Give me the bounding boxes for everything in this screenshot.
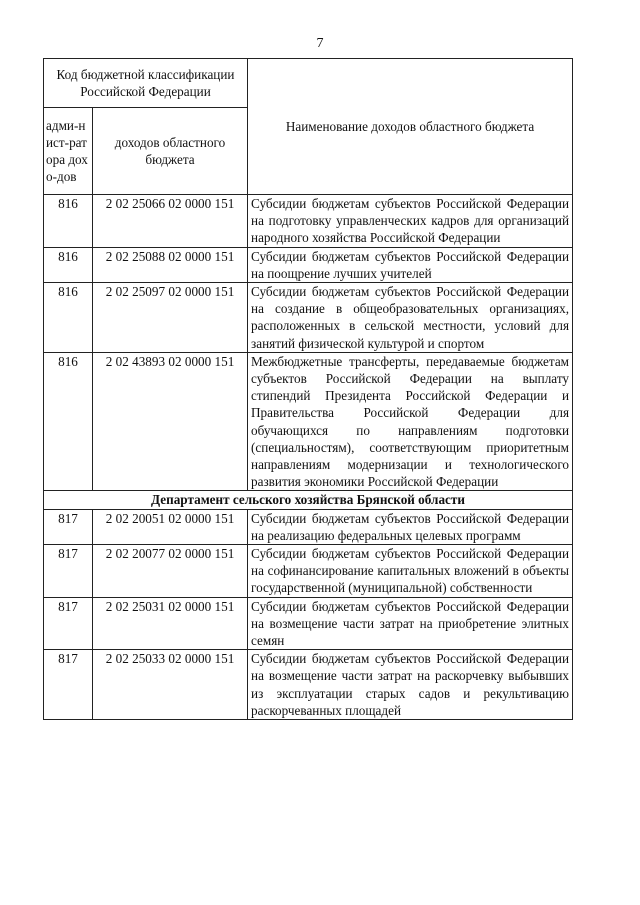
- income-code: 2 02 25097 02 0000 151: [93, 283, 248, 353]
- income-name: Субсидии бюджетам субъектов Российской Федерации на софинансирование капитальных вложений в объекты государственной (муниципальной) собственности: [248, 545, 573, 598]
- admin-code: 816: [44, 352, 93, 491]
- table-row: [44, 195, 573, 248]
- admin-code: 816: [44, 195, 93, 248]
- income-name: Субсидии бюджетам субъектов Российской Федерации на возмещение части затрат на приобретение элитных семян: [248, 597, 573, 650]
- income-name: Субсидии бюджетам субъектов Российской Федерации на подготовку управленческих кадров для организаций народного хозяйства Российской Федерации: [248, 195, 573, 248]
- income-name: Субсидии бюджетам субъектов Российской Федерации на поощрение лучших учителей: [248, 247, 573, 282]
- income-name: Межбюджетные трансферты, передаваемые бюджетам субъектов Российской Федерации на выплату стипендий Президента Российской Федерации и Правительства Российской Федерации для обучающихся по направлениям подготовки (специальностям), соответствующим приоритетным направлениям модернизации и технологического развития экономики Российской Федерации: [248, 352, 573, 491]
- header-name-cell: Наименование доходов областного бюджета: [248, 59, 573, 195]
- table-row: [44, 650, 573, 720]
- income-code: 2 02 25033 02 0000 151: [93, 650, 248, 720]
- table-row: [44, 283, 573, 353]
- table-row: [44, 247, 573, 282]
- income-name: Субсидии бюджетам субъектов Российской Федерации на реализацию федеральных целевых программ: [248, 509, 573, 544]
- table-row: [44, 597, 573, 650]
- page-number: 7: [316, 36, 324, 51]
- admin-code: 816: [44, 247, 93, 282]
- admin-code: 816: [44, 283, 93, 353]
- income-code: 2 02 43893 02 0000 151: [93, 352, 248, 491]
- section-row: [44, 491, 573, 509]
- admin-code: 817: [44, 597, 93, 650]
- header-admin-cell: адми-нист-ратора дохо-дов: [44, 108, 93, 195]
- income-code: 2 02 25088 02 0000 151: [93, 247, 248, 282]
- header-code-cell: доходов областного бюджета: [93, 108, 248, 195]
- table-row: [44, 509, 573, 544]
- income-name: Субсидии бюджетам субъектов Российской Федерации на создание в общеобразовательных организациях, расположенных в сельской местности, условий для занятий физической культурой и спортом: [248, 283, 573, 353]
- income-code: 2 02 20077 02 0000 151: [93, 545, 248, 598]
- table-row: [44, 545, 573, 598]
- header-group-cell: Код бюджетной классификации Российской Федерации: [44, 59, 248, 108]
- income-code: 2 02 25031 02 0000 151: [93, 597, 248, 650]
- table-row: [44, 352, 573, 491]
- income-name: Субсидии бюджетам субъектов Российской Федерации на возмещение части затрат на раскорчевку выбывших из эксплуатации старых садов и рекультивацию раскорчеванных площадей: [248, 650, 573, 720]
- income-code: 2 02 20051 02 0000 151: [93, 509, 248, 544]
- admin-code: 817: [44, 650, 93, 720]
- admin-code: 817: [44, 509, 93, 544]
- budget-classification-table: [43, 58, 573, 720]
- section-title: Департамент сельского хозяйства Брянской области: [44, 491, 573, 509]
- income-code: 2 02 25066 02 0000 151: [93, 195, 248, 248]
- header-row-top: [44, 59, 573, 108]
- admin-code: 817: [44, 545, 93, 598]
